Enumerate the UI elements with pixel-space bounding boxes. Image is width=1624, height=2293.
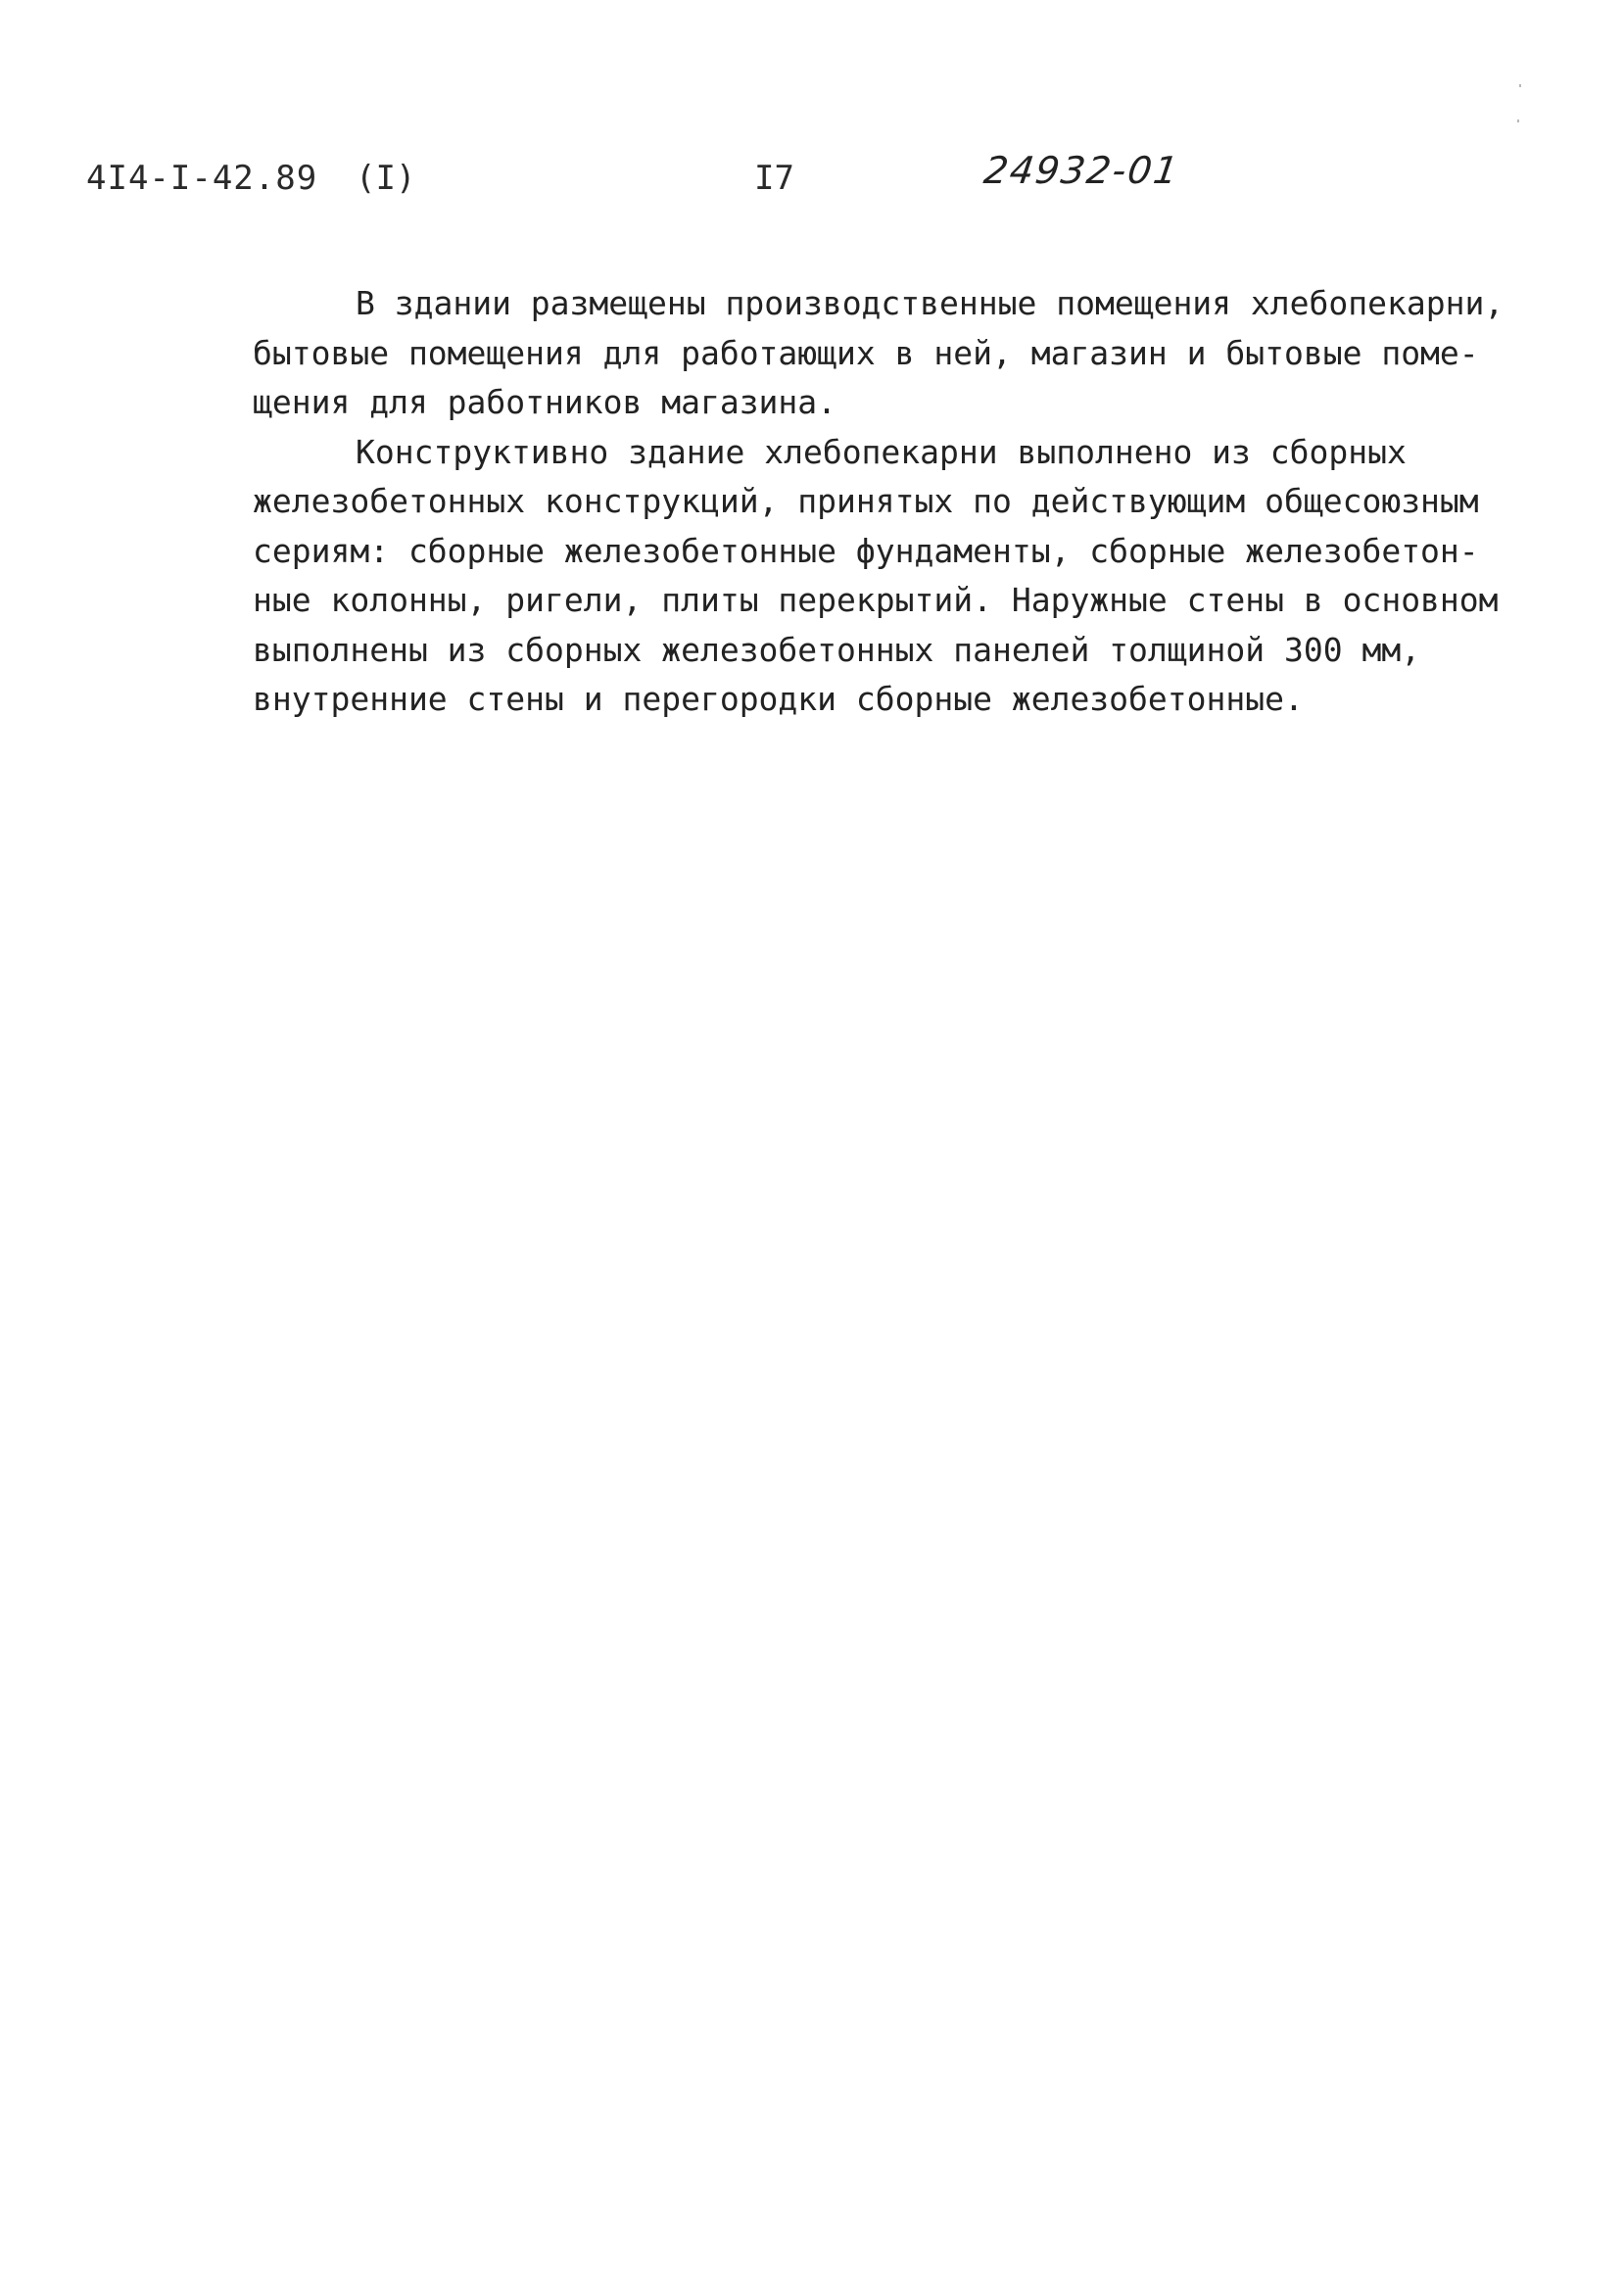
scan-speck [1517,119,1519,122]
document-part: (I) [356,159,416,198]
page-header [0,147,1624,206]
text-line: В здании размещены производственные помещения хлебопекарни, [356,284,1505,322]
paragraph-1 [253,279,1555,428]
page-number: I7 [754,159,794,198]
text-line: внутренние стены и перегородки сборные железобетонные. [253,680,1304,718]
text-line: железобетонных конструкций, принятых по действующим общесоюзным [253,482,1479,520]
paragraph-2 [253,428,1555,725]
text-line: щения для работников магазина. [253,383,837,421]
body-text [253,279,1555,725]
text-line: выполнены из сборных железобетонных панелей толщиной 300 мм, [253,630,1421,669]
text-line: сериям: сборные железобетонные фундаменты, сборные железобетон- [253,531,1479,570]
document-code: 4I4-I-42.89 [86,159,318,198]
scan-speck [1519,84,1521,87]
text-line: Конструктивно здание хлебопекарни выполнено из сборных [356,432,1407,471]
handwritten-inventory-number: 24932-01 [980,149,1183,192]
text-line: ные колонны, ригели, плиты перекрытий. Наружные стены в основном [253,581,1499,619]
text-line: бытовые помещения для работающих в ней, магазин и бытовые поме- [253,333,1479,372]
